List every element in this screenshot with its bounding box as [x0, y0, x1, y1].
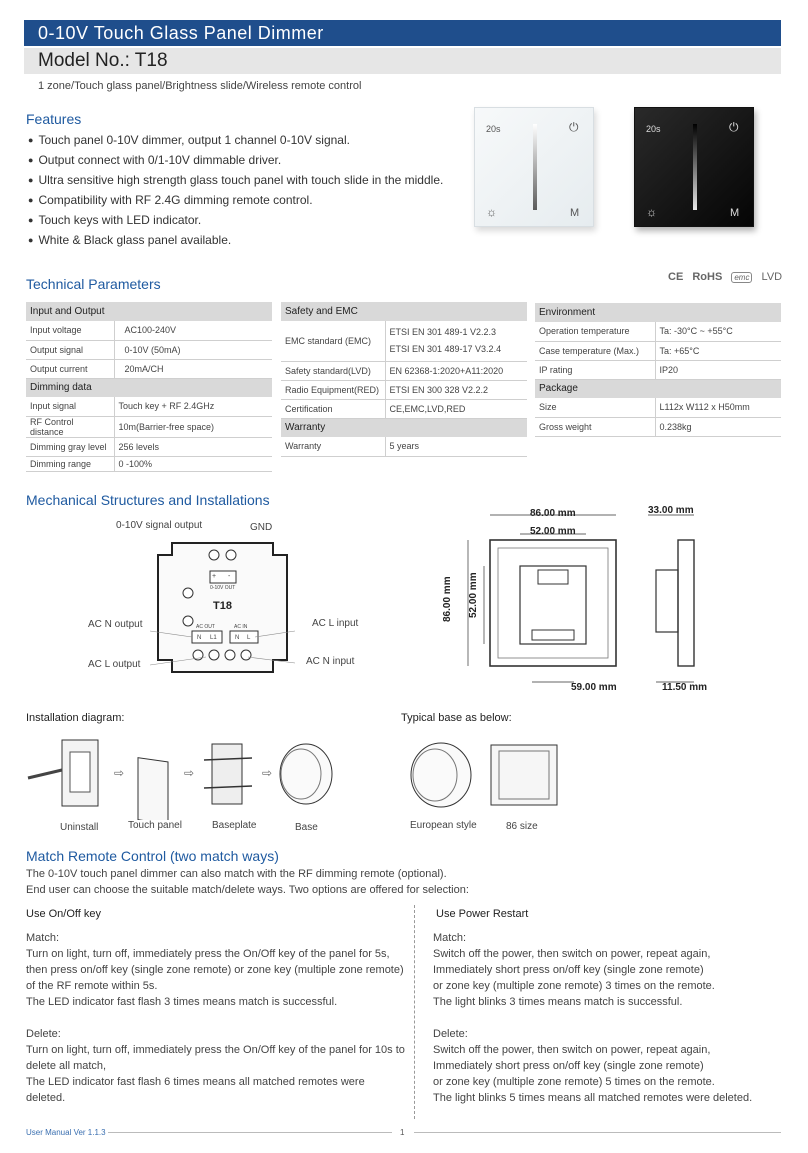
- feature-item: ● Output connect with 0/1-10V dimmable driver.: [28, 152, 468, 172]
- feature-item: ● Touch keys with LED indicator.: [28, 212, 468, 232]
- dimension-drawing: [440, 500, 740, 700]
- row-label: Warranty: [281, 437, 385, 456]
- brightness-icon: ☼: [646, 205, 657, 219]
- terminal-n-out: N: [197, 635, 202, 641]
- text-line: or zone key (multiple zone remote) 3 times on the remote.: [433, 980, 715, 992]
- table-row: [535, 398, 781, 417]
- row-value: Touch key + RF 2.4GHz: [114, 397, 272, 416]
- column-divider: [414, 905, 415, 1119]
- svg-text:⇨: ⇨: [114, 766, 125, 780]
- row-value: AC100-240V: [114, 321, 272, 340]
- row-value: Ta: -30°C ~ +55°C: [655, 322, 781, 341]
- text-line: Immediately short press on/off key (single zone remote): [433, 964, 704, 976]
- row-label: Dimming range: [26, 456, 114, 471]
- intro-line: The 0-10V touch panel dimmer can also match with the RF dimming remote (optional).: [26, 868, 447, 880]
- base-illustration: [405, 735, 575, 815]
- signal-output-label: 0-10V signal output: [116, 520, 203, 531]
- installation-illustration: [26, 730, 356, 820]
- text-line: or zone key (multiple zone remote) 5 times on the remote.: [433, 1076, 715, 1088]
- ac-in-label: AC IN: [234, 624, 248, 630]
- dim-width-outer: 86.00 mm: [530, 508, 576, 519]
- table-row: [281, 321, 527, 361]
- row-label: Input signal: [26, 397, 114, 416]
- timer-key: 20s: [646, 124, 661, 134]
- table-row: [281, 380, 527, 399]
- table-row: [535, 360, 781, 379]
- row-label: Input voltage: [26, 321, 114, 340]
- ac-l-input-label: AC L input: [312, 618, 359, 629]
- row-value: 256 levels: [114, 437, 272, 456]
- base-european: European style: [410, 820, 477, 831]
- text-line: The light blinks 5 times means all matched remotes were deleted.: [433, 1092, 753, 1104]
- table-row: [26, 437, 272, 456]
- match-label: Match:: [433, 932, 467, 944]
- table-row: [281, 361, 527, 380]
- row-label: Output current: [26, 359, 114, 378]
- terminal-minus: -: [228, 573, 231, 580]
- table-row: [26, 397, 272, 416]
- row-label: Operation temperature: [535, 322, 655, 341]
- row-value: IP20: [655, 360, 781, 379]
- base-86: 86 size: [506, 821, 538, 832]
- row-value: 5 years: [385, 437, 527, 456]
- timer-key: 20s: [486, 124, 501, 134]
- rohs-mark-icon: RoHS: [692, 271, 723, 283]
- gnd-label: GND: [250, 522, 273, 533]
- table-row: [26, 321, 272, 340]
- row-label: Output signal: [26, 340, 114, 359]
- black-panel-image: [634, 107, 754, 227]
- table-row: [535, 322, 781, 341]
- row-label: Size: [535, 398, 655, 417]
- text-line: The LED indicator fast flash 3 times means match is successful.: [26, 996, 338, 1008]
- dim-height-inner: 52.00 mm: [468, 572, 479, 618]
- match-label: Match:: [26, 932, 60, 944]
- dim-width-inner: 52.00 mm: [530, 526, 576, 537]
- table-header: Warranty: [281, 418, 527, 437]
- row-label: Dimming gray level: [26, 437, 114, 456]
- table-header: Environment: [535, 303, 781, 322]
- terminal-l: L: [247, 635, 251, 641]
- table-row: [535, 341, 781, 360]
- right-method-title: Use Power Restart: [436, 908, 529, 920]
- row-label: RF Control distance: [26, 416, 114, 437]
- ac-l-output-label: AC L output: [88, 659, 141, 670]
- footer-version: User Manual Ver 1.1.3: [26, 1128, 106, 1137]
- row-value: 0.238kg: [655, 417, 781, 436]
- row-value: L112x W112 x H50mm: [655, 398, 781, 417]
- row-value: 0 -100%: [114, 456, 272, 471]
- emc-mark-icon: emc: [731, 272, 752, 283]
- text-line: Turn on light, turn off, immediately press the On/Off key of the panel for 5s,: [26, 948, 390, 960]
- features-list: [28, 132, 468, 252]
- row-value: 20mA/CH: [114, 359, 272, 378]
- product-subtitle: 1 zone/Touch glass panel/Brightness slide/Wireless remote control: [38, 80, 362, 92]
- ac-n-input-label: AC N input: [306, 656, 355, 667]
- dim-thickness: 11.50 mm: [662, 682, 708, 693]
- row-value: ETSI EN 301 489-1 V2.2.3: [389, 326, 497, 337]
- text-line: Turn on light, turn off, immediately press the On/Off key of the panel for 10s to: [26, 1044, 405, 1056]
- left-method-body: [26, 930, 406, 1106]
- terminal-n-in: N: [235, 635, 240, 641]
- left-method-title: Use On/Off key: [26, 908, 101, 920]
- row-value: ETSI EN 301 489-17 V3.2.4: [389, 343, 502, 354]
- row-label: Gross weight: [535, 417, 655, 436]
- power-icon: ⏻: [569, 120, 579, 134]
- row-value: EN 62368-1:2020+A11:2020: [385, 361, 527, 380]
- text-line: of the RF remote within 5s.: [26, 980, 158, 992]
- features-heading: Features: [26, 111, 82, 127]
- feature-item: ● Compatibility with RF 2.4G dimming remote control.: [28, 192, 468, 212]
- ac-out-label: AC OUT: [196, 624, 215, 630]
- row-value: ETSI EN 300 328 V2.2.2: [385, 380, 527, 399]
- base-heading: Typical base as below:: [401, 712, 512, 724]
- table-row: [26, 340, 272, 359]
- text-line: Immediately short press on/off key (single zone remote): [433, 1060, 704, 1072]
- environment-table: [535, 303, 781, 437]
- table-header: Input and Output: [26, 302, 272, 321]
- text-line: Switch off the power, then switch on power, repeat again,: [433, 948, 711, 960]
- row-value: 0-10V (50mA): [114, 340, 272, 359]
- installation-heading: Installation diagram:: [26, 712, 125, 724]
- input-output-table: [26, 302, 272, 472]
- certification-logos: [668, 271, 788, 283]
- row-label: IP rating: [535, 360, 655, 379]
- step-base: Base: [295, 822, 318, 833]
- ce-mark-icon: CE: [668, 271, 684, 283]
- remote-heading: Match Remote Control (two match ways): [26, 848, 279, 864]
- lvd-mark-icon: LVD: [761, 271, 783, 283]
- text-line: The LED indicator fast flash 6 times means all matched remotes were deleted.: [26, 1076, 365, 1104]
- device-model-label: T18: [213, 600, 232, 612]
- svg-text:⇨: ⇨: [262, 766, 273, 780]
- row-label: Radio Equipment(RED): [281, 380, 385, 399]
- delete-label: Delete:: [433, 1028, 468, 1040]
- safety-table: [281, 302, 527, 457]
- dim-bottom: 59.00 mm: [571, 682, 617, 693]
- table-row: [26, 359, 272, 378]
- dim-depth: 33.00 mm: [648, 505, 694, 516]
- table-row: [535, 417, 781, 436]
- row-label: Certification: [281, 399, 385, 418]
- row-value: 10m(Barrier-free space): [114, 416, 272, 437]
- right-method-body: [433, 930, 783, 1106]
- dim-height-outer: 86.00 mm: [442, 576, 453, 622]
- table-header: Safety and EMC: [281, 302, 527, 321]
- footer-rule-left: [108, 1132, 392, 1133]
- white-panel-image: [474, 107, 594, 227]
- intro-line: End user can choose the suitable match/delete ways. Two options are offered for selection:: [26, 884, 469, 896]
- feature-item: ● Ultra sensitive high strength glass touch panel with touch slide in the middle.: [28, 172, 468, 192]
- table-row: [26, 456, 272, 471]
- step-baseplate: Baseplate: [212, 820, 257, 831]
- feature-item: ● Touch panel 0-10V dimmer, output 1 channel 0-10V signal.: [28, 132, 468, 152]
- power-icon: ⏻: [729, 120, 739, 134]
- table-header: Dimming data: [26, 378, 272, 397]
- brightness-slide: [533, 124, 537, 210]
- footer-rule-right: [414, 1132, 781, 1133]
- brightness-icon: ☼: [486, 205, 497, 219]
- text-line: then press on/off key (single zone remote) or zone key (multiple zone remote): [26, 964, 404, 976]
- model-number: Model No.: T18: [24, 48, 781, 74]
- mechanical-heading: Mechanical Structures and Installations: [26, 492, 270, 508]
- terminal-plus: +: [212, 573, 217, 580]
- delete-label: Delete:: [26, 1028, 61, 1040]
- document-title: 0-10V Touch Glass Panel Dimmer: [24, 20, 781, 46]
- table-row: [26, 416, 272, 437]
- page-number: 1: [400, 1128, 405, 1137]
- terminal-out-label: 0-10V OUT: [210, 585, 236, 591]
- mode-key: M: [730, 207, 740, 219]
- text-line: Switch off the power, then switch on power, repeat again,: [433, 1044, 711, 1056]
- row-label: EMC standard (EMC): [281, 321, 385, 361]
- row-value: Ta: +65°C: [655, 341, 781, 360]
- row-label: Case temperature (Max.): [535, 341, 655, 360]
- row-value: CE,EMC,LVD,RED: [385, 399, 527, 418]
- svg-text:⇨: ⇨: [184, 766, 195, 780]
- step-touch-panel: Touch panel: [128, 820, 182, 831]
- feature-item: ● White & Black glass panel available.: [28, 232, 468, 252]
- text-line: delete all match,: [26, 1060, 107, 1072]
- table-header: Package: [535, 379, 781, 398]
- table-row: [281, 437, 527, 456]
- row-label: Safety standard(LVD): [281, 361, 385, 380]
- mode-key: M: [570, 207, 580, 219]
- step-uninstall: Uninstall: [60, 822, 99, 833]
- terminal-l1: L1: [210, 635, 217, 641]
- remote-intro: [26, 866, 469, 898]
- brightness-slide: [693, 124, 697, 210]
- technical-heading: Technical Parameters: [26, 276, 161, 292]
- table-row: [281, 399, 527, 418]
- ac-n-output-label: AC N output: [88, 619, 143, 630]
- text-line: The light blinks 3 times means match is successful.: [433, 996, 683, 1008]
